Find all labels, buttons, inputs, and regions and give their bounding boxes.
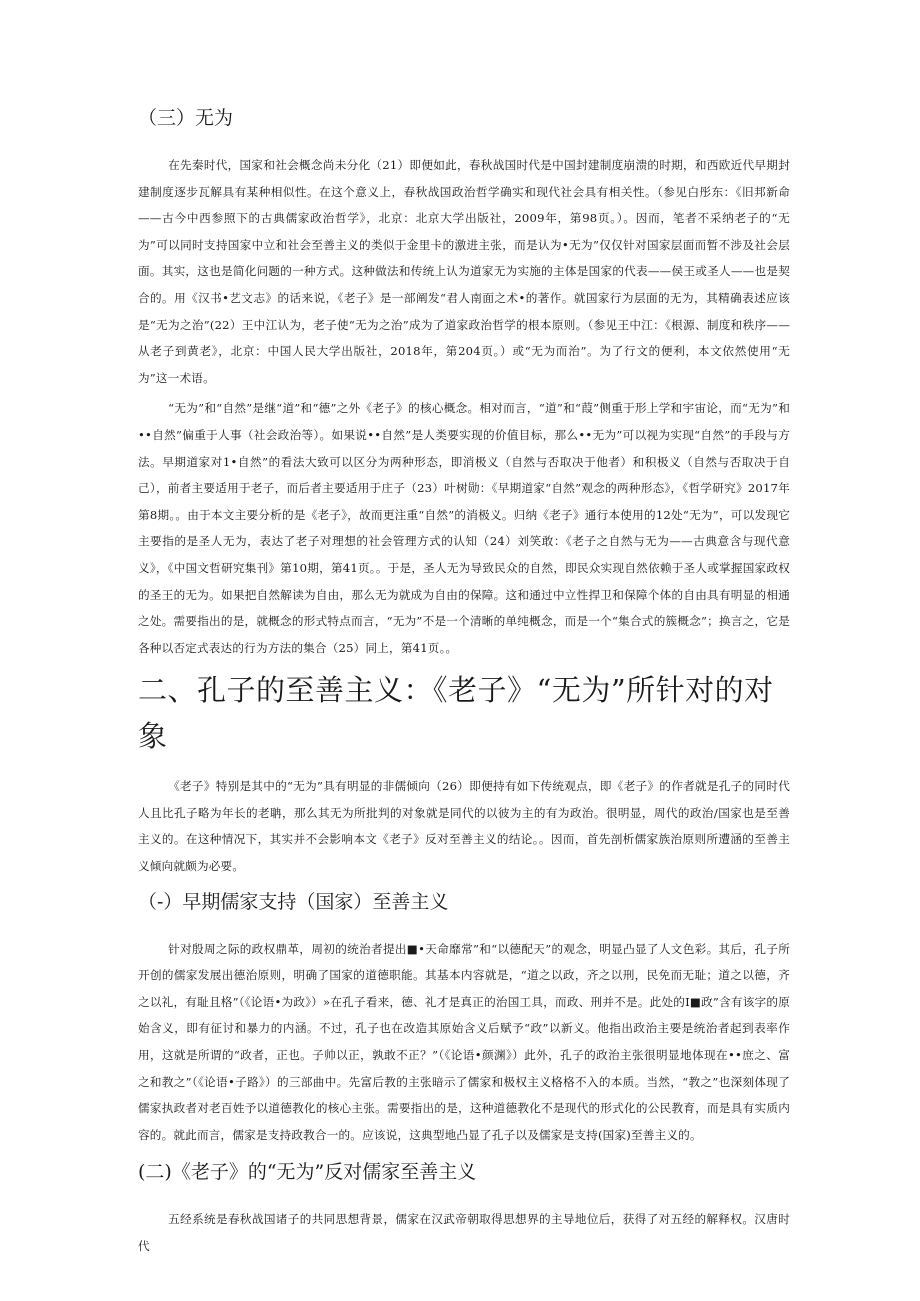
chapter-heading-confucius: 二、孔子的至善主义：《老子》“无为”所针对的对象 bbox=[138, 673, 774, 754]
paragraph: 在先秦时代，国家和社会概念尚未分化（21）即便如此，春秋战国时代是中国封建制度崩溃的时期，和西欧近代早期封建制度逐步瓦解具有某种相似性。在这个意义上，春秋战国政治哲学确实和现代社会具有相关性。（参见白彤东：《旧邦新命——古今中西参照下的古典儒家政治哲学》，北京：北京大学出版社，2009年，第98页。）。因而，笔者不采纳老子的“无为”可以同时支持国家中立和社会至善主义的类似于金里卡的激进主张，而是认为•无为”仅仅针对国家层面而暂不涉及社会层面。其实，这也是简化问题的一种方式。这种做法和传统上认为道家无为实施的主体是国家的代表——侯王或圣人——也是契合的。用《汉书•艺文志》的话来说，《老子》是一部阐发“君人南面之术•的著作。就国家行为层面的无为，其精确表述应该是“无为之治”(22）王中江认为，老子使“无为之治”成为了道家政治哲学的根本原则。（参见王中江：《根源、制度和秩序——从老子到黄老》，北京：中国人民大学出版社，2018年，第204页。）或“无为而治”。为了行文的便利，本文依然使用“无为”这一术语。 bbox=[138, 158, 790, 385]
paragraph: 针对殷周之际的政权鼎革，周初的统治者提出■•天命靡常”和“以德配天”的观念，明显凸显了人文色彩。其后，孔子所开创的儒家发展出德治原则，明确了国家的道德职能。其基本内容就是，“道之以政，齐之以刑，民免而无耻；道之以德，齐之以礼，有耻且格”（《论语•为政》）»在孔子看来，德、礼才是真正的治国工具，而政、刑并不是。此处的I■政”含有该字的原始含义，即有征讨和暴力的内涵。不过，孔子也在改造其原始含义后赋予“政”以新义。他指出政治主要是统治者起到表率作用，这就是所谓的“政者，正也。子帅以正，孰敢不正？”（《论语•颜渊》）此外，孔子的政治主张很明显地体现在••庶之、富之和教之”（《论语•子路》）的三部曲中。先富后教的主张暗示了儒家和极权主义格格不入的本质。当然，“教之”也深刻体现了儒家执政者对老百姓予以道德教化的核心主张。需要指出的是，这种道德教化不是现代的形式化的公民教育，而是具有实质内容的。就此而言，儒家是支持政教合一的。应该说，这典型地凸显了孔子以及儒家是支持(国家)至善主义的。 bbox=[138, 941, 790, 1142]
paragraph: 《老子》特别是其中的“无为”具有明显的非儒倾向（26）即便持有如下传统观点，即《老子》的作者就是孔子的同时代人且比孔子略为年长的老聃，那么其无为所批判的对象就是同代的以彼为主的有为政治。很明显，周代的政治/国家也是至善主义的。在这种情况下，其实并不会影响本文《老子》反对至善主义的结论。。因而，首先剖析儒家族治原则所遭涵的至善主义倾向就颇为必要。 bbox=[138, 779, 790, 874]
section-heading-wuwei: （三）无为 bbox=[138, 107, 234, 129]
paragraph: “无为”和“自然”是继“道”和“德”之外《老子》的核心概念。相对而言，“道”和“葭”侧重于形上学和宇宙论，而“无为”和••自然”偏重于人事（社会政治等）。如果说••自然”是人类要实现的价值目标，那么••无为”可以视为实现“自然”的手段与方法。早期道家对1•自然”的看法大致可以区分为两种形态，即消极义（自然与否取决于他者）和积极义（自然与否取决于自己），前者主要适用于老子，而后者主要适用于庄子（23）叶树勋：《早期道家“自然”观念的两种形态》，《哲学研究》2017年第8期。。由于本文主要分析的是《老子》，故而更注重“自然”的消极义。归纳《老子》通行本使用的12处“无为”，可以发现它主要指的是圣人无为，表达了老子对理想的社会管理方式的认知（24）刘笑敢：《老子之自然与无为——古典意含与现代意义》，《中国文哲研究集刊》第10期，第41页。。于是，圣人无为导致民众的自然，即民众实现自然依赖于圣人或掌握国家政权的圣王的无为。如果把自然解读为自由，那么无为就成为自由的保障。这和通过中立性捍卫和保障个体的自由具有明显的相通之处。需要指出的是，就概念的形式特点而言，“无为”不是一个清晰的单纯概念，而是一个“集合式的簇概念”；换言之，它是各种以否定式表达的行为方法的集合（25）同上，第41页。。 bbox=[138, 401, 790, 655]
section-heading-laozi-wuwei: (二)《老子》的“无为”反对儒家至善主义 bbox=[138, 1161, 477, 1184]
section-heading-early-confucian: （-）早期儒家支持（国家）至善主义 bbox=[138, 890, 449, 913]
paragraph: 五经系统是春秋战国诸子的共同思想背景，儒家在汉武帝朝取得思想界的主导地位后，获得了对五经的解释权。汉唐时代 bbox=[138, 1212, 790, 1253]
